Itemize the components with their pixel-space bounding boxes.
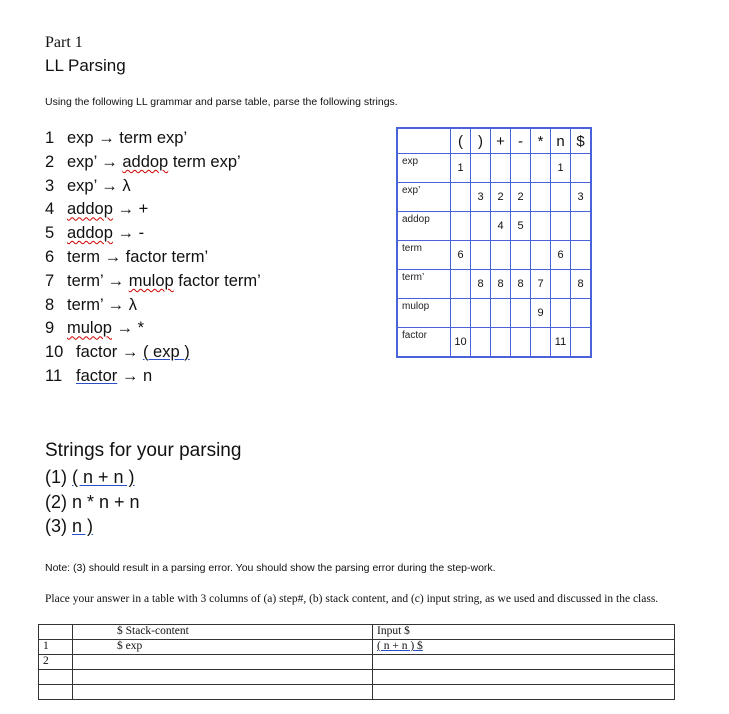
grammar-rule	[45, 177, 131, 196]
terminal-header: *	[531, 128, 551, 154]
answer-cell[interactable]	[39, 625, 73, 640]
parse-table	[396, 127, 592, 358]
table-cell: 8	[471, 270, 491, 299]
nonterminal-label: exp	[397, 154, 451, 183]
rule-number: 5	[45, 224, 55, 243]
answer-cell[interactable]: $ exp	[73, 640, 373, 655]
rule-rhs: addop term exp’	[122, 152, 241, 171]
rule-rhs: *	[137, 319, 145, 338]
table-cell: 5	[511, 212, 531, 241]
arrow-icon: →	[112, 200, 139, 219]
arrow-icon: →	[117, 367, 143, 385]
table-cell	[451, 270, 471, 299]
rule-rhs: n	[142, 367, 153, 385]
table-cell	[471, 299, 491, 328]
answer-row	[39, 640, 675, 655]
terminal-header: )	[471, 128, 491, 154]
terminal-header: $	[571, 128, 592, 154]
terminal-header: +	[491, 128, 511, 154]
table-cell	[451, 212, 471, 241]
rule-lhs: exp’	[67, 176, 97, 195]
grammar-rule	[45, 367, 152, 386]
nonterminal-label: term	[397, 241, 451, 270]
rule-rhs: λ	[128, 295, 137, 314]
table-cell: 8	[571, 270, 592, 299]
answer-table	[38, 624, 675, 700]
table-cell	[531, 212, 551, 241]
grammar-rule	[45, 153, 241, 172]
string-value: n )	[72, 516, 94, 536]
rule-lhs: term’	[67, 295, 104, 314]
answer-cell[interactable]	[73, 655, 373, 670]
rule-number: 10	[45, 343, 64, 362]
table-cell	[531, 154, 551, 183]
table-cell: 4	[491, 212, 511, 241]
arrow-icon: →	[111, 319, 138, 338]
grammar-rule	[45, 319, 144, 338]
table-cell: 1	[551, 154, 571, 183]
parse-string	[45, 467, 135, 488]
arrow-icon: →	[103, 295, 129, 314]
rule-lhs: term’	[67, 271, 104, 290]
table-cell	[471, 154, 491, 183]
terminal-header: -	[511, 128, 531, 154]
rule-lhs: exp’	[67, 152, 97, 171]
table-cell	[511, 241, 531, 270]
table-cell: 8	[491, 270, 511, 299]
note-text: Note: (3) should result in a parsing error. You should show the parsing error during the step-work.	[45, 562, 496, 574]
table-cell	[551, 183, 571, 212]
table-cell	[491, 328, 511, 358]
arrow-icon: →	[100, 248, 126, 266]
answer-cell[interactable]	[373, 655, 675, 670]
answer-row	[39, 670, 675, 685]
grammar-rule	[45, 224, 144, 243]
table-cell	[571, 241, 592, 270]
answer-cell[interactable]	[39, 685, 73, 700]
grammar-rule	[45, 343, 190, 362]
nonterminal-label: term’	[397, 270, 451, 299]
rule-rhs: term exp’	[119, 129, 188, 147]
answer-cell[interactable]: Input $	[373, 625, 675, 640]
table-cell	[551, 212, 571, 241]
arrow-icon: →	[96, 152, 123, 171]
grammar-rule	[45, 248, 208, 267]
table-cell: 10	[451, 328, 471, 358]
string-value: n * n + n	[72, 492, 140, 512]
rule-number: 2	[45, 152, 55, 171]
string-value: ( n + n )	[72, 467, 135, 487]
table-row	[397, 299, 591, 328]
table-cell	[531, 241, 551, 270]
terminal-header: (	[451, 128, 471, 154]
table-cell	[531, 183, 551, 212]
part-title: Part 1	[45, 34, 83, 51]
string-label: (3)	[45, 516, 72, 536]
parse-string	[45, 492, 140, 513]
rule-rhs: mulop factor term’	[128, 271, 261, 290]
grammar-rule	[45, 200, 148, 219]
table-cell: 7	[531, 270, 551, 299]
rule-rhs: -	[138, 224, 145, 243]
section-subtitle: LL Parsing	[45, 56, 126, 75]
table-row	[397, 212, 591, 241]
terminal-header: n	[551, 128, 571, 154]
table-cell	[491, 299, 511, 328]
rule-number: 1	[45, 129, 55, 147]
rule-lhs: term	[67, 248, 100, 266]
table-cell: 3	[471, 183, 491, 212]
table-row	[397, 241, 591, 270]
table-cell	[451, 299, 471, 328]
table-cell	[511, 299, 531, 328]
table-cell: 2	[491, 183, 511, 212]
nonterminal-label: exp’	[397, 183, 451, 212]
table-cell	[511, 328, 531, 358]
rule-lhs: addop	[67, 200, 113, 219]
nonterminal-label: addop	[397, 212, 451, 241]
answer-cell[interactable]	[373, 670, 675, 685]
table-cell	[451, 183, 471, 212]
arrow-icon: →	[103, 271, 129, 290]
answer-cell[interactable]	[39, 670, 73, 685]
table-cell: 8	[511, 270, 531, 299]
rule-number: 3	[45, 176, 55, 195]
arrow-icon: →	[117, 343, 143, 362]
table-cell	[571, 212, 592, 241]
answer-cell[interactable]	[73, 685, 373, 700]
rule-rhs: +	[138, 200, 149, 219]
table-cell	[571, 328, 592, 358]
table-cell: 1	[451, 154, 471, 183]
rule-lhs: addop	[67, 224, 113, 243]
table-cell: 2	[511, 183, 531, 212]
rule-number: 4	[45, 200, 55, 219]
grammar-rule	[45, 296, 137, 315]
rule-lhs: factor	[76, 343, 118, 362]
table-cell	[491, 241, 511, 270]
table-cell: 9	[531, 299, 551, 328]
rule-number: 9	[45, 319, 55, 338]
table-cell	[471, 212, 491, 241]
answer-row	[39, 655, 675, 670]
rule-number: 8	[45, 295, 55, 314]
arrow-icon: →	[93, 129, 120, 147]
arrow-icon: →	[96, 176, 123, 195]
table-row	[397, 154, 591, 183]
table-cell	[551, 270, 571, 299]
answer-instructions: Place your answer in a table with 3 columns of (a) step#, (b) stack content, and (c) input string, as we used and discussed in the class.	[45, 593, 659, 605]
string-label: (2)	[45, 492, 72, 512]
table-cell	[471, 328, 491, 358]
table-corner	[397, 128, 451, 154]
rule-lhs: mulop	[67, 319, 112, 338]
answer-cell[interactable]	[73, 670, 373, 685]
table-cell	[471, 241, 491, 270]
rule-rhs: factor term’	[125, 248, 209, 266]
table-cell	[571, 154, 592, 183]
table-cell: 11	[551, 328, 571, 358]
answer-cell[interactable]: $ Stack-content	[73, 625, 373, 640]
strings-title: Strings for your parsing	[45, 440, 242, 461]
instruction-text: Using the following LL grammar and parse table, parse the following strings.	[45, 96, 398, 108]
table-cell	[511, 154, 531, 183]
string-label: (1)	[45, 467, 72, 487]
answer-row	[39, 685, 675, 700]
table-row	[397, 328, 591, 358]
answer-cell[interactable]	[373, 685, 675, 700]
rule-lhs: exp	[67, 129, 94, 147]
table-row	[397, 183, 591, 212]
nonterminal-label: mulop	[397, 299, 451, 328]
parse-string	[45, 516, 93, 537]
grammar-rule	[45, 129, 187, 148]
arrow-icon: →	[112, 224, 139, 243]
answer-cell[interactable]: 1	[39, 640, 73, 655]
table-cell	[551, 299, 571, 328]
rule-rhs: λ	[122, 176, 131, 195]
table-cell	[531, 328, 551, 358]
table-cell: 6	[451, 241, 471, 270]
table-cell: 6	[551, 241, 571, 270]
rule-number: 7	[45, 271, 55, 290]
answer-cell[interactable]: ( n + n ) $	[373, 640, 675, 655]
answer-row	[39, 625, 675, 640]
grammar-rule	[45, 272, 261, 291]
table-cell	[491, 154, 511, 183]
rule-rhs: ( exp )	[142, 343, 190, 362]
rule-lhs: factor	[76, 367, 118, 385]
nonterminal-label: factor	[397, 328, 451, 358]
table-cell	[571, 299, 592, 328]
answer-cell[interactable]: 2	[39, 655, 73, 670]
rule-number: 11	[45, 367, 63, 385]
table-row	[397, 270, 591, 299]
rule-number: 6	[45, 248, 55, 266]
table-cell: 3	[571, 183, 592, 212]
